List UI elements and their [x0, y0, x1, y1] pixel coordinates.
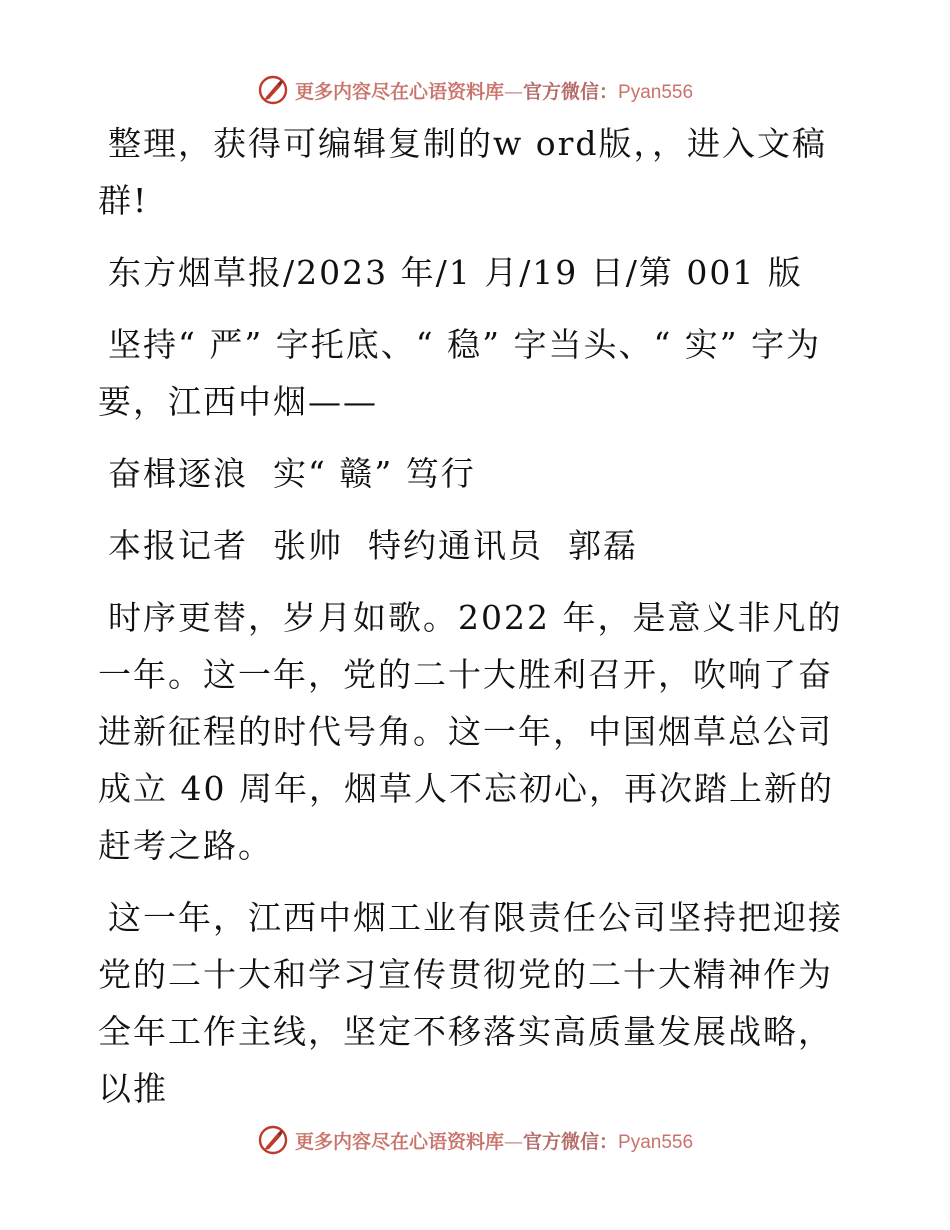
banner-colon: ： — [599, 1130, 619, 1153]
banner-text — [295, 77, 693, 104]
header-banner — [0, 70, 950, 110]
paragraph: 东方烟草报/2023 年/1 月/19 日/第 001 版 — [108, 253, 803, 292]
banner-brand: 更多内容尽在心语资料库 — [294, 80, 504, 103]
paragraph: 本报记者 张帅 特约通讯员 郭磊 — [108, 526, 638, 565]
banner-text — [295, 1127, 693, 1154]
banner-brand: 更多内容尽在心语资料库 — [294, 1130, 504, 1153]
banner-wechat-id: Pyan556 — [618, 1131, 694, 1153]
banner-official: 官方微信 — [522, 1130, 599, 1153]
footer-banner — [0, 1120, 950, 1160]
paragraph: 这一年，江西中烟工业有限责任公司坚持把迎接党的二十大和学习宣传贯彻党的二十大精神作为全年工作主线，坚定不移落实高质量发展战略，以推 — [98, 898, 843, 1108]
paragraph: 奋楫逐浪 实“ 赣” 笃行 — [108, 454, 476, 493]
banner-official: 官方微信 — [522, 80, 599, 103]
pen-logo-icon — [257, 1124, 289, 1156]
paragraph: 时序更替，岁月如歌。2022 年，是意义非凡的一年。这一年，党的二十大胜利召开，吹响了奋进新征程的时代号角。这一年，中国烟草总公司成立 40 周年，烟草人不忘初心，再次踏上新的赶考之路。 — [98, 598, 843, 865]
pen-logo-icon — [257, 74, 289, 106]
paragraph: 坚持“ 严” 字托底、“ 稳” 字当头、“ 实” 字为要，江西中烟—— — [98, 325, 822, 421]
document-body — [98, 115, 858, 1117]
banner-separator: — — [503, 1130, 523, 1153]
banner-separator: — — [503, 80, 523, 103]
banner-colon: ： — [599, 80, 619, 103]
paragraph: 整理，获得可编辑复制的w ord版，，进入文稿群! — [98, 124, 828, 220]
banner-wechat-id: Pyan556 — [618, 81, 694, 103]
